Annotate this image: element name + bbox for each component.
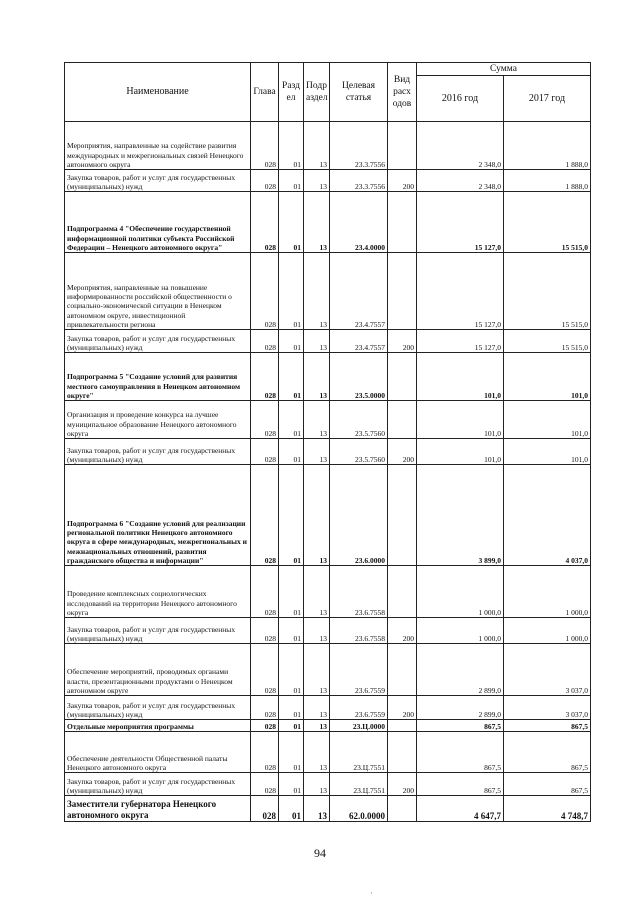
row-subsection: 13	[304, 618, 330, 644]
row-chapter: 028	[251, 122, 279, 170]
row-section: 01	[279, 192, 304, 253]
row-name: Мероприятия, направленные на содействие развития международных и межрегиональных связей Ненецкого автономного округа	[65, 122, 251, 170]
row-section: 01	[279, 253, 304, 330]
row-expense-type	[388, 720, 417, 732]
row-expense-type	[388, 192, 417, 253]
header-year-2017: 2017 год	[504, 76, 591, 122]
row-section: 01	[279, 644, 304, 696]
row-chapter: 028	[251, 644, 279, 696]
row-subsection: 13	[304, 401, 330, 439]
row-subsection: 13	[304, 773, 330, 796]
row-expense-type: 200	[388, 696, 417, 720]
row-subsection: 13	[304, 796, 330, 822]
row-expense-type: 200	[388, 330, 417, 353]
row-target: 23.6.7558	[330, 618, 388, 644]
row-target: 23.6.0000	[330, 465, 388, 566]
header-chapter: Глава	[251, 63, 279, 122]
budget-table	[64, 62, 591, 822]
row-sum-2017: 1 000,0	[504, 618, 591, 644]
row-section: 01	[279, 465, 304, 566]
header-name: Наименование	[65, 63, 251, 122]
row-chapter: 028	[251, 439, 279, 465]
row-name: Закупка товаров, работ и услуг для государственных (муниципальных) нужд	[65, 696, 251, 720]
row-sum-2017: 1 000,0	[504, 566, 591, 618]
row-subsection: 13	[304, 170, 330, 192]
table-row	[65, 353, 591, 401]
table-row	[65, 720, 591, 732]
header-target: Целевая статья	[330, 63, 388, 122]
row-sum-2017: 3 037,0	[504, 644, 591, 696]
row-sum-2016: 3 899,0	[417, 465, 504, 566]
row-target: 23.6.7558	[330, 566, 388, 618]
row-target: 62.0.0000	[330, 796, 388, 822]
row-expense-type	[388, 122, 417, 170]
row-expense-type	[388, 465, 417, 566]
row-expense-type	[388, 566, 417, 618]
row-sum-2016: 101,0	[417, 401, 504, 439]
row-subsection: 13	[304, 696, 330, 720]
row-expense-type	[388, 401, 417, 439]
row-sum-2016: 2 899,0	[417, 644, 504, 696]
row-section: 01	[279, 618, 304, 644]
row-expense-type: 200	[388, 773, 417, 796]
row-sum-2017: 867,5	[504, 720, 591, 732]
table-row	[65, 644, 591, 696]
table-row	[65, 439, 591, 465]
row-sum-2017: 15 515,0	[504, 253, 591, 330]
row-expense-type	[388, 732, 417, 773]
row-name: Обеспечение деятельности Общественной палаты Ненецкого автономного округа	[65, 732, 251, 773]
row-sum-2016: 15 127,0	[417, 192, 504, 253]
table-body	[65, 122, 591, 822]
row-expense-type: 200	[388, 439, 417, 465]
row-subsection: 13	[304, 732, 330, 773]
row-chapter: 028	[251, 170, 279, 192]
row-chapter: 028	[251, 401, 279, 439]
row-section: 01	[279, 720, 304, 732]
row-sum-2017: 101,0	[504, 439, 591, 465]
budget-table-page	[64, 62, 590, 822]
row-sum-2017: 15 515,0	[504, 192, 591, 253]
row-sum-2016: 15 127,0	[417, 253, 504, 330]
row-expense-type	[388, 353, 417, 401]
table-row	[65, 192, 591, 253]
row-subsection: 13	[304, 720, 330, 732]
row-sum-2016: 2 899,0	[417, 696, 504, 720]
table-row	[65, 796, 591, 822]
row-sum-2016: 2 348,0	[417, 122, 504, 170]
table-row	[65, 401, 591, 439]
table-row	[65, 566, 591, 618]
row-target: 23.3.7556	[330, 170, 388, 192]
row-target: 23.6.7559	[330, 696, 388, 720]
row-chapter: 028	[251, 618, 279, 644]
row-section: 01	[279, 401, 304, 439]
table-header	[65, 63, 591, 122]
row-name: Подпрограмма 4 "Обеспечение государственной информационной политики субъекта Российской Федерации – Ненецкого автономного округа"	[65, 192, 251, 253]
row-name: Закупка товаров, работ и услуг для государственных (муниципальных) нужд	[65, 439, 251, 465]
row-subsection: 13	[304, 644, 330, 696]
row-subsection: 13	[304, 192, 330, 253]
row-chapter: 028	[251, 253, 279, 330]
row-sum-2017: 1 888,0	[504, 122, 591, 170]
row-section: 01	[279, 439, 304, 465]
page-number: 94	[314, 846, 326, 860]
row-sum-2016: 1 000,0	[417, 566, 504, 618]
row-sum-2016: 15 127,0	[417, 330, 504, 353]
row-target: 23.4.7557	[330, 253, 388, 330]
row-target: 23.3.7556	[330, 122, 388, 170]
row-sum-2016: 101,0	[417, 353, 504, 401]
row-sum-2017: 15 515,0	[504, 330, 591, 353]
table-row	[65, 773, 591, 796]
row-target: 23.5.0000	[330, 353, 388, 401]
header-year-2016: 2016 год	[417, 76, 504, 122]
row-expense-type: 200	[388, 170, 417, 192]
row-chapter: 028	[251, 566, 279, 618]
row-name: Проведение комплексных социологических исследований на территории Ненецкого автономного округа	[65, 566, 251, 618]
row-subsection: 13	[304, 253, 330, 330]
row-chapter: 028	[251, 465, 279, 566]
table-row	[65, 122, 591, 170]
row-target: 23.5.7560	[330, 439, 388, 465]
header-section: Разд ел	[279, 63, 304, 122]
row-sum-2016: 867,5	[417, 720, 504, 732]
row-section: 01	[279, 773, 304, 796]
table-row	[65, 696, 591, 720]
row-subsection: 13	[304, 353, 330, 401]
row-section: 01	[279, 566, 304, 618]
row-chapter: 028	[251, 732, 279, 773]
row-sum-2017: 101,0	[504, 401, 591, 439]
row-target: 23.Ц.7551	[330, 773, 388, 796]
row-section: 01	[279, 122, 304, 170]
table-row	[65, 618, 591, 644]
row-chapter: 028	[251, 192, 279, 253]
header-sum: Сумма	[417, 63, 591, 76]
row-sum-2017: 1 888,0	[504, 170, 591, 192]
row-subsection: 13	[304, 122, 330, 170]
row-section: 01	[279, 330, 304, 353]
row-sum-2016: 1 000,0	[417, 618, 504, 644]
row-name: Закупка товаров, работ и услуг для государственных (муниципальных) нужд	[65, 773, 251, 796]
row-chapter: 028	[251, 796, 279, 822]
row-name: Закупка товаров, работ и услуг для государственных (муниципальных) нужд	[65, 330, 251, 353]
row-sum-2016: 101,0	[417, 439, 504, 465]
table-row	[65, 170, 591, 192]
row-sum-2017: 4 748,7	[504, 796, 591, 822]
row-expense-type	[388, 253, 417, 330]
row-name: Организация и проведение конкурса на лучшее муниципальное образование Ненецкого автономного округа	[65, 401, 251, 439]
row-name: Отдельные мероприятия программы	[65, 720, 251, 732]
row-target: 23.6.7559	[330, 644, 388, 696]
row-name: Подпрограмма 6 "Создание условий для реализации региональной политики Ненецкого автономного округа в сфере международных, межрегиональных и межнациональных отношений, развития гражданского общества и информации"	[65, 465, 251, 566]
row-name: Мероприятия, направленные на повышение информированности российской общественности о социально-экономической ситуации в Ненецком автономном округе, инвестиционной привлекательности региона	[65, 253, 251, 330]
row-sum-2017: 4 037,0	[504, 465, 591, 566]
row-name: Обеспечение мероприятий, проводимых органами власти, презентационными продуктами о Ненецком автономном округе	[65, 644, 251, 696]
scan-speck: ·	[370, 889, 373, 898]
row-subsection: 13	[304, 439, 330, 465]
header-expense-type: Вид расх одов	[388, 63, 417, 122]
row-sum-2016: 4 647,7	[417, 796, 504, 822]
row-sum-2016: 867,5	[417, 732, 504, 773]
row-sum-2016: 867,5	[417, 773, 504, 796]
table-row	[65, 330, 591, 353]
row-target: 23.5.7560	[330, 401, 388, 439]
row-chapter: 028	[251, 696, 279, 720]
row-section: 01	[279, 353, 304, 401]
row-section: 01	[279, 796, 304, 822]
row-subsection: 13	[304, 566, 330, 618]
row-subsection: 13	[304, 330, 330, 353]
row-name: Подпрограмма 5 "Создание условий для развития местного самоуправления в Ненецком автономном округе"	[65, 353, 251, 401]
table-row	[65, 253, 591, 330]
row-section: 01	[279, 696, 304, 720]
table-row	[65, 732, 591, 773]
row-sum-2017: 867,5	[504, 773, 591, 796]
row-chapter: 028	[251, 773, 279, 796]
row-expense-type: 200	[388, 618, 417, 644]
row-name: Закупка товаров, работ и услуг для государственных (муниципальных) нужд	[65, 618, 251, 644]
row-target: 23.Ц.0000	[330, 720, 388, 732]
row-name: Заместители губернатора Ненецкого автономного округа	[65, 796, 251, 822]
row-target: 23.4.0000	[330, 192, 388, 253]
row-section: 01	[279, 732, 304, 773]
row-sum-2017: 3 037,0	[504, 696, 591, 720]
row-sum-2017: 867,5	[504, 732, 591, 773]
row-sum-2016: 2 348,0	[417, 170, 504, 192]
row-chapter: 028	[251, 720, 279, 732]
header-subsection: Подр аздел	[304, 63, 330, 122]
row-expense-type	[388, 644, 417, 696]
row-target: 23.Ц.7551	[330, 732, 388, 773]
row-name: Закупка товаров, работ и услуг для государственных (муниципальных) нужд	[65, 170, 251, 192]
row-chapter: 028	[251, 353, 279, 401]
row-section: 01	[279, 170, 304, 192]
row-sum-2017: 101,0	[504, 353, 591, 401]
table-row	[65, 465, 591, 566]
row-chapter: 028	[251, 330, 279, 353]
row-target: 23.4.7557	[330, 330, 388, 353]
row-subsection: 13	[304, 465, 330, 566]
row-expense-type	[388, 796, 417, 822]
